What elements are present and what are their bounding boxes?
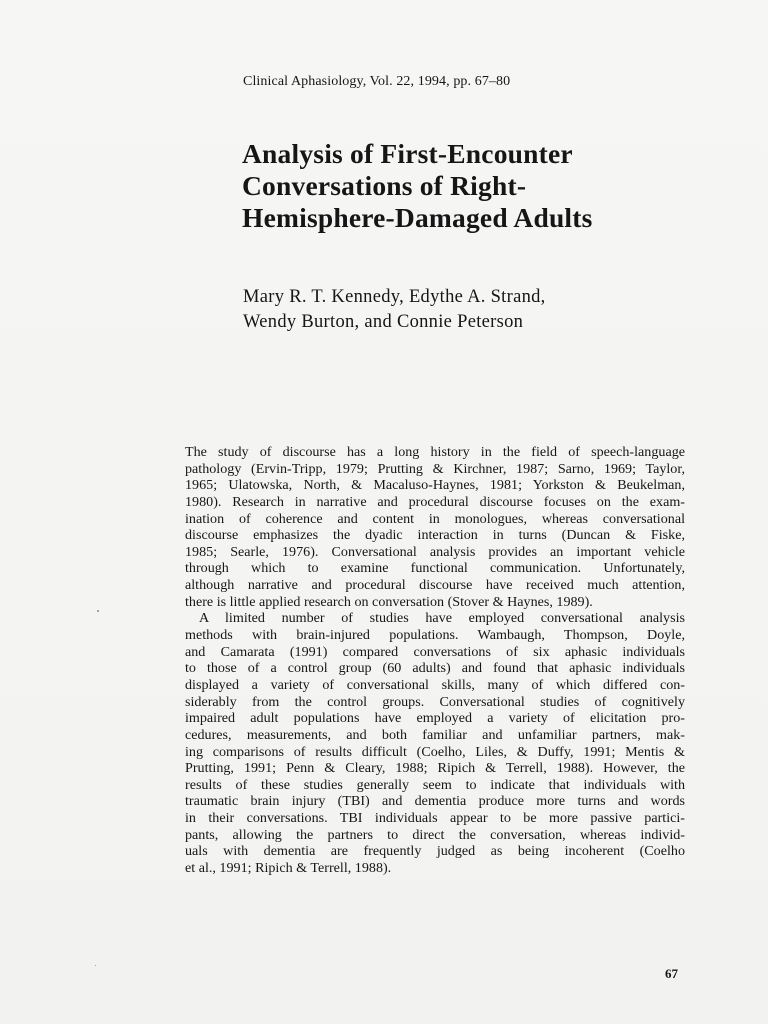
paragraph-1 bbox=[185, 444, 685, 610]
scan-speck bbox=[97, 610, 99, 612]
text-line: 1980). Research in narrative and procedural discourse focuses on the exam- bbox=[185, 493, 685, 510]
text-line: cedures, measurements, and both familiar and unfamiliar partners, mak- bbox=[185, 726, 685, 743]
article-title bbox=[242, 138, 682, 234]
body-text bbox=[185, 444, 685, 877]
text-line: discourse emphasizes the dyadic interaction in turns (Duncan & Fiske, bbox=[185, 527, 685, 544]
text-line: pathology (Ervin-Tripp, 1979; Prutting & Kirchner, 1987; Sarno, 1969; Taylor, bbox=[185, 460, 685, 477]
text-line: through which to examine functional communication. Unfortunately, bbox=[185, 560, 685, 577]
title-line: Hemisphere-Damaged Adults bbox=[242, 202, 593, 233]
text-line: traumatic brain injury (TBI) and dementia produce more turns and words bbox=[185, 793, 685, 810]
text-line: A limited number of studies have employed conversational analysis bbox=[199, 610, 685, 627]
author-line: Wendy Burton, and Connie Peterson bbox=[243, 312, 524, 332]
text-line: displayed a variety of conversational skills, many of which differed con- bbox=[185, 676, 685, 693]
title-line: Conversations of Right- bbox=[242, 170, 527, 201]
text-line: ination of coherence and content in monologues, whereas conversational bbox=[185, 510, 685, 527]
text-line: to those of a control group (60 adults) and found that aphasic individuals bbox=[185, 660, 685, 677]
text-line: there is little applied research on conversation (Stover & Haynes, 1989). bbox=[185, 593, 593, 610]
journal-citation: Clinical Aphasiology, Vol. 22, 1994, pp. 67–80 bbox=[243, 74, 511, 89]
text-line: methods with brain-injured populations. Wambaugh, Thompson, Doyle, bbox=[185, 627, 685, 644]
article-authors bbox=[243, 285, 546, 335]
text-line: The study of discourse has a long history in the field of speech-language bbox=[185, 444, 685, 460]
text-line: ing comparisons of results difficult (Coelho, Liles, & Duffy, 1991; Mentis & bbox=[185, 743, 685, 760]
text-line: pants, allowing the partners to direct the conversation, whereas individ- bbox=[185, 826, 685, 843]
title-line: Analysis of First-Encounter bbox=[242, 138, 573, 169]
text-line: impaired adult populations have employed a variety of elicitation pro- bbox=[185, 710, 685, 727]
text-line: and Camarata (1991) compared conversations of six aphasic individuals bbox=[185, 643, 685, 660]
text-line: uals with dementia are frequently judged as being incoherent (Coelho bbox=[185, 843, 685, 860]
text-line: et al., 1991; Ripich & Terrell, 1988). bbox=[185, 860, 392, 877]
page-number: 67 bbox=[665, 966, 678, 981]
text-line: 1965; Ulatowska, North, & Macaluso-Haynes, 1981; Yorkston & Beukelman, bbox=[185, 477, 685, 494]
text-line: siderably from the control groups. Conversational studies of cognitively bbox=[185, 693, 685, 710]
text-line: 1985; Searle, 1976). Conversational analysis provides an important vehicle bbox=[185, 543, 685, 560]
author-line: Mary R. T. Kennedy, Edythe A. Strand, bbox=[243, 287, 546, 307]
text-line: Prutting, 1991; Penn & Cleary, 1988; Ripich & Terrell, 1988). However, the bbox=[185, 760, 685, 777]
text-line: although narrative and procedural discourse have received much attention, bbox=[185, 577, 685, 594]
paragraph-2 bbox=[185, 610, 685, 876]
scan-speck bbox=[95, 965, 96, 966]
text-line: results of these studies generally seem to indicate that individuals with bbox=[185, 776, 685, 793]
text-line: in their conversations. TBI individuals appear to be more passive partici- bbox=[185, 810, 685, 827]
